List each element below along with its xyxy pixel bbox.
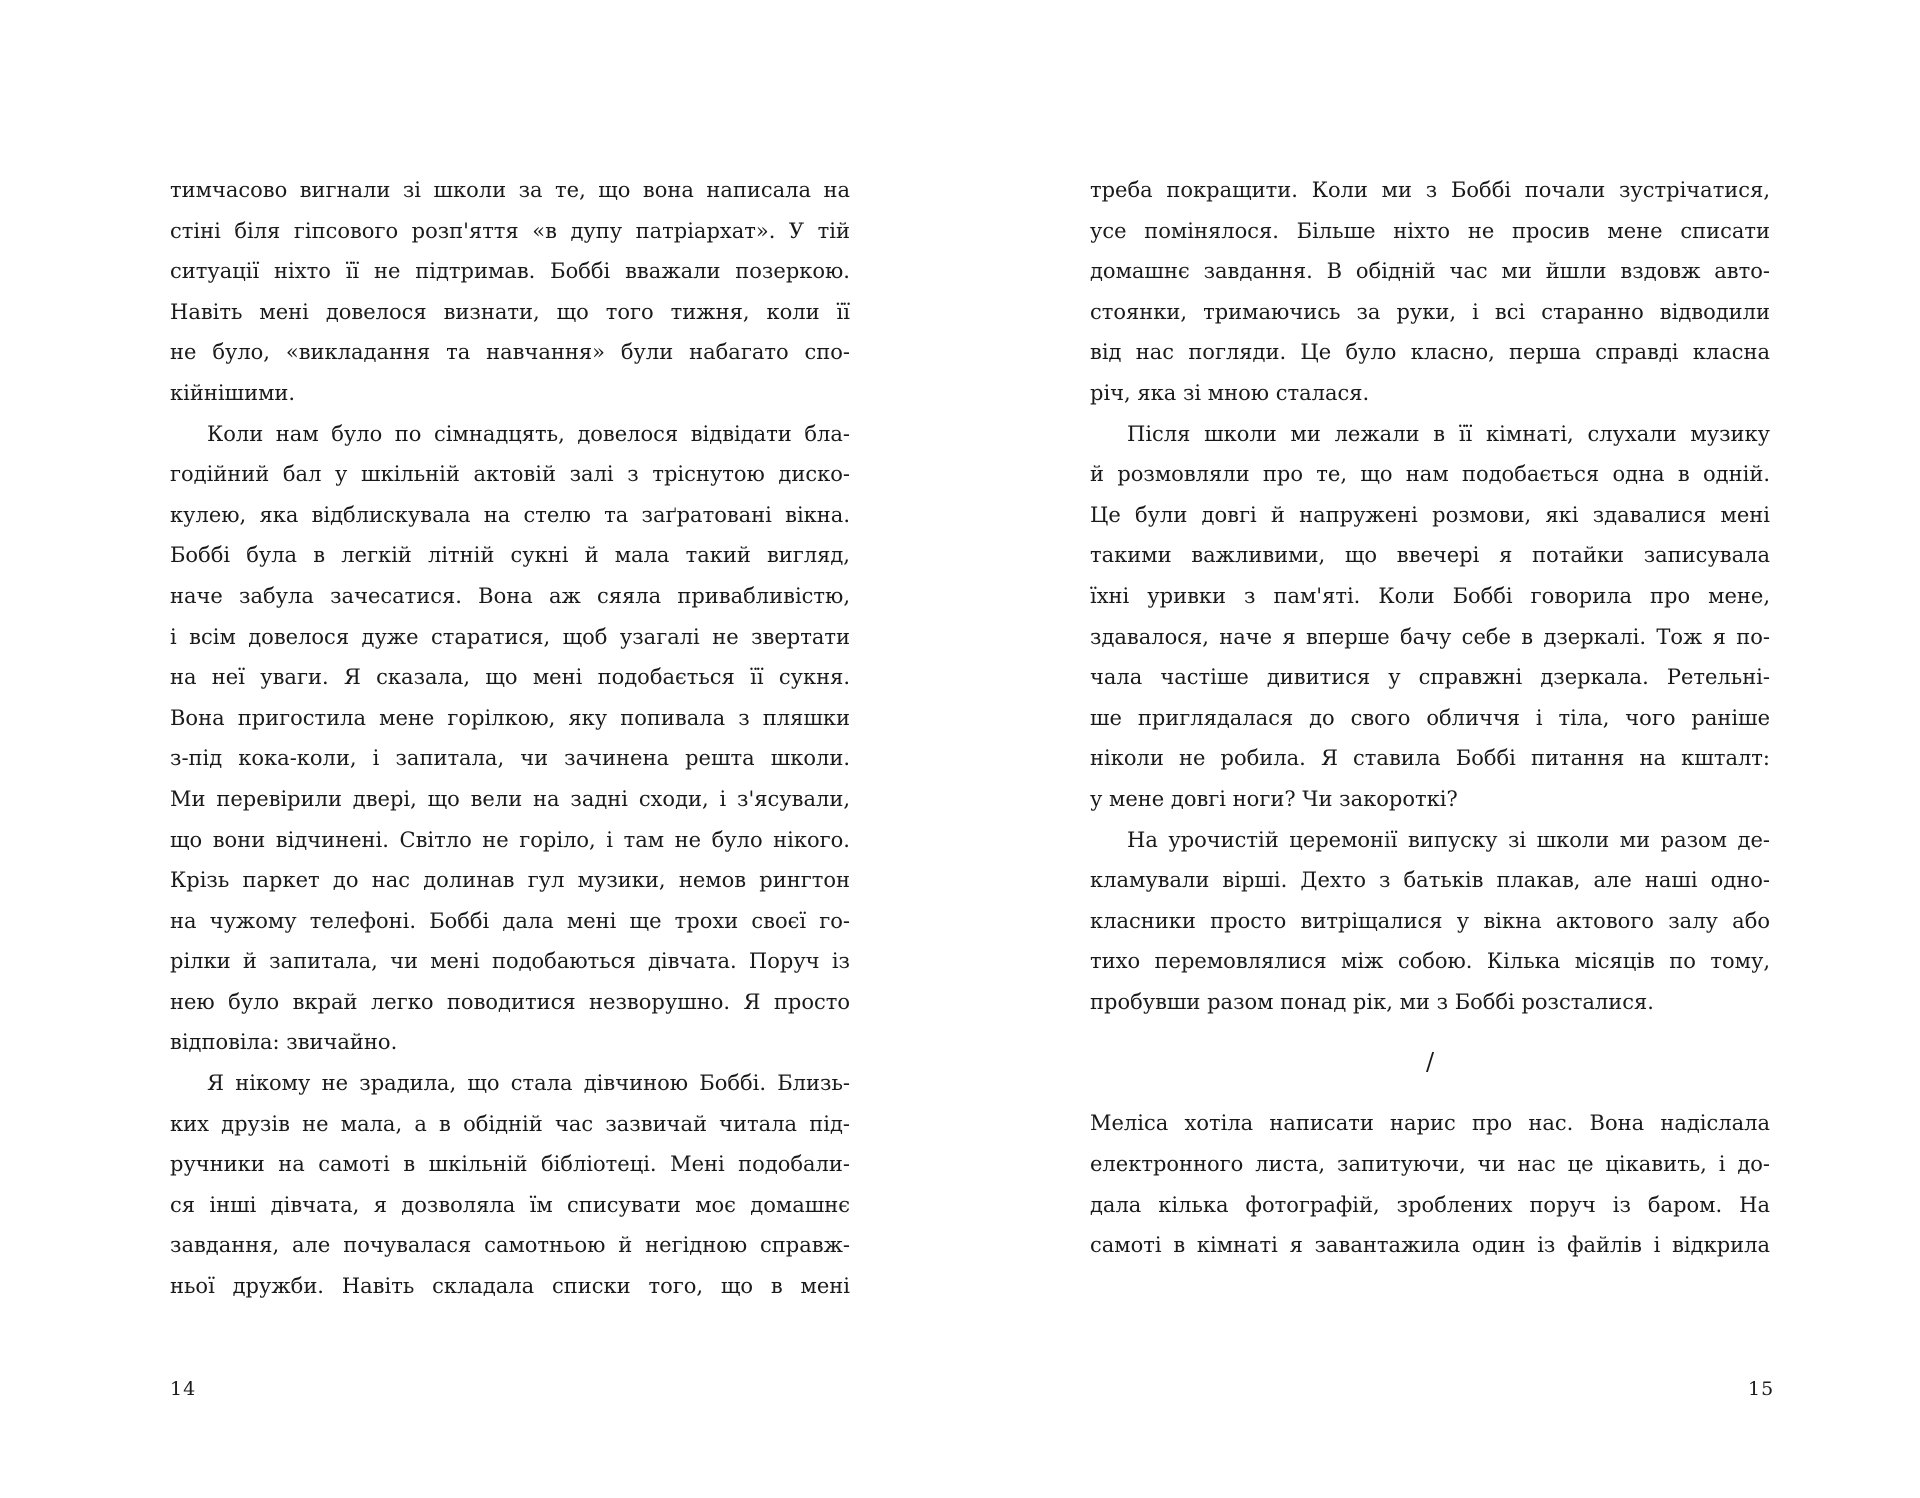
text-line: Після школи ми лежали в її кімнаті, слухали музику: [1127, 421, 1770, 446]
text-line: класники просто витріщалися у вікна актового залу або: [1090, 908, 1770, 933]
text-line: кулею, яка відблискувала на стелю та заґратовані вікна.: [170, 502, 850, 527]
text-line: Боббі була в легкій літній сукні й мала такий вигляд,: [170, 543, 850, 568]
page-number-right: 15: [1748, 1378, 1775, 1400]
text-line: наче забула зачесатися. Вона аж сяяла привабливістю,: [170, 583, 850, 608]
text-line: електронного листа, запитуючи, чи нас це цікавить, і до-: [1090, 1152, 1770, 1177]
text-line: Коли нам було по сімнадцять, довелося відвідати бла-: [207, 421, 850, 446]
text-line: стіні біля гіпсового розп'яття «в дупу патріархат». У тій: [170, 218, 850, 243]
text-line: дала кілька фотографій, зроблених поруч із баром. На: [1090, 1192, 1770, 1217]
text-line: що вони відчинені. Світло не горіло, і там не було нікого.: [170, 827, 850, 852]
text-line: стоянки, тримаючись за руки, і всі старанно відводили: [1090, 299, 1770, 324]
text-line: здавалося, наче я вперше бачу себе в дзеркалі. Тож я по-: [1090, 624, 1770, 649]
text-line: завдання, але почувалася самотньою й негідною справж-: [170, 1233, 850, 1258]
text-line: кійнішими.: [170, 380, 296, 405]
text-line: ся інші дівчата, я дозволяла їм списувати моє домашнє: [170, 1192, 850, 1217]
text-line: рілки й запитала, чи мені подобаються дівчата. Поруч із: [170, 949, 850, 974]
text-line: й розмовляли про те, що нам подобається одна в одній.: [1090, 462, 1770, 487]
text-line: Меліса хотіла написати нарис про нас. Вона надіслала: [1090, 1111, 1770, 1136]
text-line: Це були довгі й напружені розмови, які здавалися мені: [1090, 502, 1770, 527]
text-line: Навіть мені довелося визнати, що того тижня, коли її: [170, 299, 850, 324]
left-page-text: [170, 170, 850, 1307]
text-line: річ, яка зі мною сталася.: [1090, 380, 1370, 405]
text-line: Я нікому не зрадила, що стала дівчиною Боббі. Близь-: [207, 1071, 850, 1096]
text-line: ситуації ніхто її не підтримав. Боббі вважали позеркою.: [170, 259, 850, 284]
text-line: На урочистій церемонії випуску зі школи ми разом де-: [1127, 827, 1770, 852]
text-line: тихо перемовлялися між собою. Кілька місяців по тому,: [1090, 949, 1770, 974]
text-line: не було, «викладання та навчання» були набагато спо-: [170, 340, 850, 365]
text-line: ніколи не робила. Я ставила Боббі питання на кшталт:: [1090, 746, 1770, 771]
text-line: треба покращити. Коли ми з Боббі почали зустрічатися,: [1090, 178, 1770, 202]
text-line: на неї уваги. Я сказала, що мені подобається її сукня.: [170, 665, 850, 690]
text-line: їхні уривки з пам'яті. Коли Боббі говорила про мене,: [1090, 583, 1770, 608]
text-line: годійний бал у шкільній актовій залі з тріснутою диско-: [170, 462, 850, 487]
text-line: Ми перевірили двері, що вели на задні сходи, і з'ясували,: [170, 786, 850, 811]
text-line: такими важливими, що ввечері я потайки записувала: [1090, 543, 1770, 568]
right-page-text: [1090, 170, 1770, 1266]
text-line: усе помінялося. Більше ніхто не просив мене списати: [1090, 218, 1770, 243]
text-line: чала частіше дивитися у справжні дзеркала. Ретельні-: [1090, 665, 1770, 690]
text-line: ручники на самоті в шкільній бібліотеці. Мені подобали-: [170, 1152, 850, 1177]
text-line: Крізь паркет до нас долинав гул музики, немов рингтон: [170, 868, 850, 893]
page-number-left: 14: [170, 1378, 197, 1400]
right-page-text-after-break: [1090, 1103, 1770, 1265]
section-break-separator: /: [1425, 1048, 1435, 1077]
text-line: ких друзів не мала, а в обідній час зазвичай читала під-: [170, 1111, 850, 1136]
text-line: від нас погляди. Це було класно, перша справді класна: [1090, 340, 1770, 365]
text-line: домашнє завдання. В обідній час ми йшли вздовж авто-: [1090, 259, 1770, 284]
right-page-text-before-break: [1090, 170, 1770, 1022]
text-line: з-під кока-коли, і запитала, чи зачинена решта школи.: [170, 746, 850, 771]
text-line: і всім довелося дуже старатися, щоб узагалі не звертати: [170, 624, 850, 649]
text-line: відповіла: звичайно.: [170, 1030, 398, 1055]
text-line: на чужому телефоні. Боббі дала мені ще трохи своєї го-: [170, 908, 850, 933]
text-line: нею було вкрай легко поводитися незворушно. Я просто: [170, 989, 850, 1014]
text-line: Вона пригостила мене горілкою, яку попивала з пляшки: [170, 705, 850, 730]
text-line: тимчасово вигнали зі школи за те, що вона написала на: [170, 178, 850, 202]
text-line: самоті в кімнаті я завантажила один із файлів і відкрила: [1090, 1233, 1770, 1258]
text-line: у мене довгі ноги? Чи закороткі?: [1090, 786, 1458, 811]
text-line: кламували вірші. Дехто з батьків плакав, але наші одно-: [1090, 868, 1770, 893]
text-line: ше приглядалася до свого обличчя і тіла, чого раніше: [1090, 705, 1770, 730]
text-line: ньої дружби. Навіть складала списки того, що в мені: [170, 1274, 850, 1299]
text-line: пробувши разом понад рік, ми з Боббі розсталися.: [1090, 989, 1654, 1014]
